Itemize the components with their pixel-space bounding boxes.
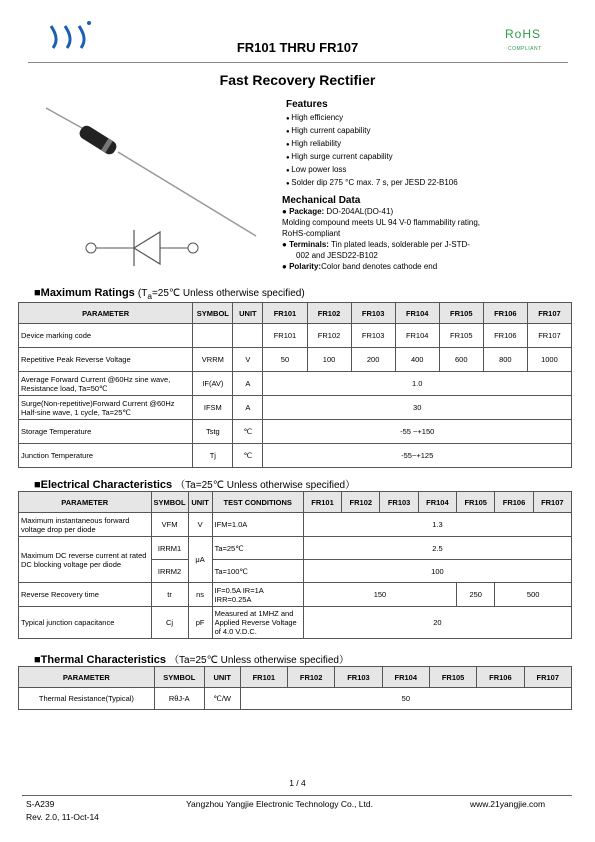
value-cell: 30 xyxy=(263,396,572,420)
param-cell: Maximum instantaneous forward voltage drop per diode xyxy=(19,513,152,537)
polarity-value: Color band denotes cathode end xyxy=(321,262,438,271)
header-cell: FR101 xyxy=(303,492,341,513)
header-cell: SYMBOL xyxy=(154,667,204,688)
thermal-cond: （Ta=25℃ Unless otherwise specified） xyxy=(169,655,349,666)
param-cell: Maximum DC reverse current at rated DC blocking voltage per diode xyxy=(19,537,152,583)
value-cell: -55~+125 xyxy=(263,444,572,468)
mechanical-heading: Mechanical Data xyxy=(282,195,361,206)
unit-cell: A xyxy=(233,396,263,420)
table-row xyxy=(19,348,572,372)
header-cell: FR104 xyxy=(382,667,429,688)
unit-cell: μA xyxy=(188,537,212,583)
param-cell: Thermal Resistance(Typical) xyxy=(19,688,155,710)
value-cell: FR103 xyxy=(351,324,395,348)
symbol-cell: Tstg xyxy=(193,420,233,444)
cond-cell: Ta=100℃ xyxy=(212,560,303,583)
rohs-text: RoHS-compliant xyxy=(282,229,341,238)
value-cell: 1.0 xyxy=(263,372,572,396)
table-header-row xyxy=(19,667,572,688)
table-row xyxy=(19,372,572,396)
molding-text: Molding compound meets UL 94 V-0 flammability rating, xyxy=(282,218,481,227)
unit-cell: ℃/W xyxy=(204,688,240,710)
feature-item: ● High current capability xyxy=(286,125,458,138)
package-value: DO-204AL(DO-41) xyxy=(324,207,394,216)
value-cell: 1000 xyxy=(527,348,571,372)
max-ratings-cond-sub: a xyxy=(147,291,152,301)
cond-cell: Ta=25℃ xyxy=(212,537,303,560)
header-cell: UNIT xyxy=(188,492,212,513)
unit-cell: ℃ xyxy=(233,444,263,468)
header-cell: PARAMETER xyxy=(19,492,152,513)
max-ratings-heading: ■Maximum Ratings ($T_a=25℃$ Unless otherwise specified) xyxy=(34,287,305,301)
terminals-value-2: 002 and JESD22-B102 xyxy=(296,251,378,260)
header-cell: FR106 xyxy=(483,303,527,324)
max-ratings-table xyxy=(18,302,572,468)
cond-cell: Measured at 1MHZ and Applied Reverse Voltage of 4.0 V.D.C. xyxy=(212,607,303,639)
value-cell: 600 xyxy=(439,348,483,372)
header-cell: FR104 xyxy=(418,492,456,513)
symbol-cell xyxy=(193,324,233,348)
cond-line: IRR=0.25A xyxy=(214,594,252,604)
header-cell: FR105 xyxy=(429,667,476,688)
header-cell: FR105 xyxy=(457,492,495,513)
unit-cell: pF xyxy=(188,607,212,639)
header-cell: FR103 xyxy=(335,667,382,688)
table-row xyxy=(19,513,572,537)
unit-cell: ℃ xyxy=(233,420,263,444)
header-cell: PARAMETER xyxy=(19,303,193,324)
elec-title: Electrical Characteristics xyxy=(40,479,173,491)
param-cell: Repetitive Peak Reverse Voltage xyxy=(19,348,193,372)
param-cell: Reverse Recovery time xyxy=(19,583,152,607)
feature-item: ● Solder dip 275 °C max. 7 s, per JESD 22-B106 xyxy=(286,177,458,190)
symbol-cell: IFSM xyxy=(193,396,233,420)
param-cell: Storage Temperature xyxy=(19,420,193,444)
value-cell: 1.3 xyxy=(303,513,571,537)
terminals-value: Tin plated leads, solderable per J-STD- xyxy=(328,240,470,249)
symbol-cell: IRRM2 xyxy=(151,560,188,583)
header-cell: TEST CONDITIONS xyxy=(212,492,303,513)
value-cell: FR101 xyxy=(263,324,307,348)
header-cell: FR101 xyxy=(240,667,287,688)
max-ratings-cond-c: ) xyxy=(301,288,305,299)
rohs-mark: RoHS xyxy=(505,27,542,41)
page-subtitle: Fast Recovery Rectifier xyxy=(219,72,376,88)
header-cell: FR105 xyxy=(439,303,483,324)
thermal-table xyxy=(18,666,572,710)
document-title: FR101 THRU FR107 xyxy=(236,40,359,55)
elec-table xyxy=(18,491,572,639)
footer-divider xyxy=(22,795,572,796)
doc-id: S-A239 xyxy=(26,799,55,809)
header-cell: FR103 xyxy=(380,492,418,513)
header-divider xyxy=(28,62,568,63)
param-cell: Average Forward Current @60Hz sine wave, Resistance load, Ta=50℃ xyxy=(19,372,193,396)
param-cell: Device marking code xyxy=(19,324,193,348)
table-header-row xyxy=(19,303,572,324)
thermal-title: Thermal Characteristics xyxy=(40,654,166,666)
table-row xyxy=(19,420,572,444)
table-row xyxy=(19,688,572,710)
elec-cond: （Ta=25℃ Unless otherwise specified） xyxy=(175,480,356,491)
feature-item: ● Low power loss xyxy=(286,164,458,177)
feature-item: ● High surge current capability xyxy=(286,151,458,164)
value-cell: 800 xyxy=(483,348,527,372)
header-cell: FR103 xyxy=(351,303,395,324)
cond-line: IF=0.5A IR=1A xyxy=(214,585,264,595)
header-cell: FR102 xyxy=(288,667,335,688)
unit-cell: ns xyxy=(188,583,212,607)
rohs-compliant-label: COMPLIANT xyxy=(508,46,542,52)
value-cell: 50 xyxy=(240,688,571,710)
symbol-cell: Cj xyxy=(151,607,188,639)
header-cell: FR102 xyxy=(342,492,380,513)
table-row xyxy=(19,583,572,607)
value-cell: FR106 xyxy=(483,324,527,348)
thermal-heading: ■Thermal Characteristics （Ta=25℃ Unless otherwise specified） xyxy=(34,654,349,666)
value-cell: -55 ~+150 xyxy=(263,420,572,444)
features-section xyxy=(286,99,458,190)
symbol-cell: VRRM xyxy=(193,348,233,372)
unit-cell: V xyxy=(188,513,212,537)
value-cell: 250 xyxy=(457,583,495,607)
value-cell: 50 xyxy=(263,348,307,372)
value-cell: 400 xyxy=(395,348,439,372)
max-ratings-title: Maximum Ratings xyxy=(40,287,135,299)
revision: Rev. 2.0, 11-Oct-14 xyxy=(26,812,99,822)
unit-cell: A xyxy=(233,372,263,396)
unit-cell xyxy=(233,324,263,348)
features-heading: Features xyxy=(286,99,328,110)
diode-illustration xyxy=(28,100,258,280)
table-row xyxy=(19,537,572,560)
website-link[interactable]: www.21yangjie.com xyxy=(470,799,546,809)
header-cell: UNIT xyxy=(233,303,263,324)
max-ratings-cond-a: (T xyxy=(137,288,148,299)
header-cell: FR107 xyxy=(524,667,571,688)
table-row xyxy=(19,607,572,639)
header-cell: FR104 xyxy=(395,303,439,324)
feature-item: ● High efficiency xyxy=(286,112,458,125)
cond-cell: IFM=1.0A xyxy=(212,513,303,537)
symbol-cell: IF(AV) xyxy=(193,372,233,396)
page-number: 1 / 4 xyxy=(289,778,306,788)
value-cell: 2.5 xyxy=(303,537,571,560)
max-ratings-cond-b: =25℃ Unless otherwise specified xyxy=(151,288,302,299)
value-cell: FR105 xyxy=(439,324,483,348)
param-cell: Surge(Non-repetitive)Forward Current @60Hz Half-sine wave, 1 cycle, Ta=25℃ xyxy=(19,396,193,420)
value-cell: 100 xyxy=(303,560,571,583)
header-cell: FR107 xyxy=(533,492,571,513)
symbol-cell: RθJ-A xyxy=(154,688,204,710)
header-cell: FR106 xyxy=(477,667,524,688)
terminals-label: Terminals: xyxy=(289,240,329,249)
symbol-cell: tr xyxy=(151,583,188,607)
value-cell: 20 xyxy=(303,607,571,639)
elec-heading: ■Electrical Characteristics （Ta=25℃ Unless otherwise specified） xyxy=(34,479,356,491)
unit-cell: V xyxy=(233,348,263,372)
value-cell: FR107 xyxy=(527,324,571,348)
header-cell: UNIT xyxy=(204,667,240,688)
header-cell: FR102 xyxy=(307,303,351,324)
company-name: Yangzhou Yangjie Electronic Technology Co., Ltd. xyxy=(186,799,373,809)
feature-item: ● High reliability xyxy=(286,138,458,151)
header-cell: PARAMETER xyxy=(19,667,155,688)
header-cell: SYMBOL xyxy=(193,303,233,324)
value-cell: 150 xyxy=(303,583,456,607)
header-cell: FR107 xyxy=(527,303,571,324)
symbol-cell: VFM xyxy=(151,513,188,537)
value-cell: FR104 xyxy=(395,324,439,348)
polarity-label: Polarity: xyxy=(289,262,322,271)
table-header-row xyxy=(19,492,572,513)
symbol-cell: IRRM1 xyxy=(151,537,188,560)
param-cell: Typical junction capacitance xyxy=(19,607,152,639)
header-cell: FR101 xyxy=(263,303,307,324)
symbol-cell: Tj xyxy=(193,444,233,468)
table-row xyxy=(19,324,572,348)
header-cell: FR106 xyxy=(495,492,533,513)
package-label: Package: xyxy=(289,207,325,216)
value-cell: 200 xyxy=(351,348,395,372)
value-cell: FR102 xyxy=(307,324,351,348)
mechanical-section: Mechanical Data ● Package: DO-204AL(DO-41) Molding compound meets UL 94 V-0 flammability rating, RoHS-compliant ● Terminals: Tin plated leads, solderable per J-STD- 002 and JESD22-B102 ● Polarity:Color band denotes cathode end xyxy=(282,195,572,272)
table-row xyxy=(19,444,572,468)
param-cell: Junction Temperature xyxy=(19,444,193,468)
header-cell: SYMBOL xyxy=(151,492,188,513)
value-cell: 100 xyxy=(307,348,351,372)
value-cell: 500 xyxy=(495,583,572,607)
table-row xyxy=(19,396,572,420)
